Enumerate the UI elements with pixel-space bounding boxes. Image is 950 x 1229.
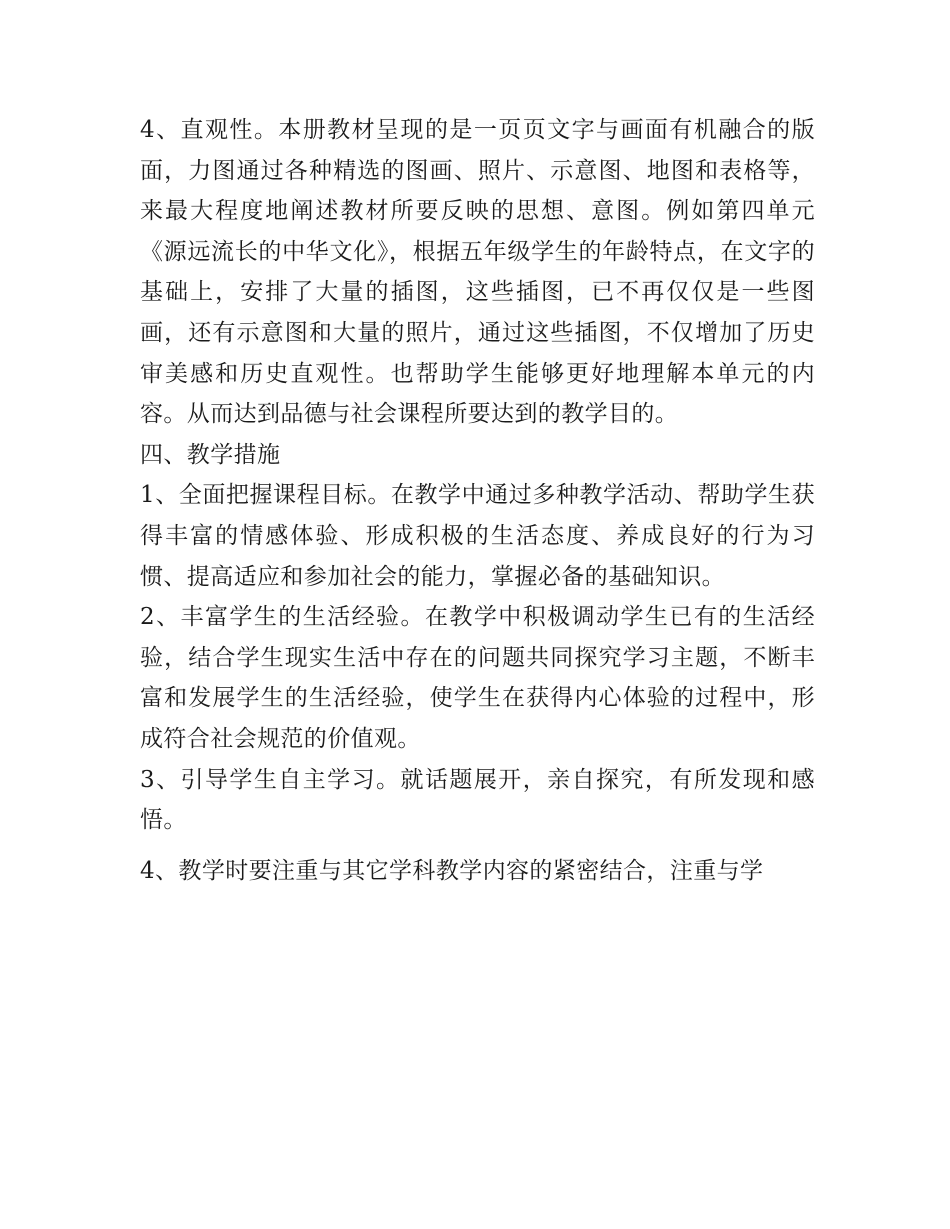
section-heading-teaching-measures: 四、教学措施 <box>140 441 281 468</box>
document-page <box>140 110 815 891</box>
paragraph-measure-3: 3、引导学生自主学习。就话题展开，亲自探究，有所发现和感悟。 <box>140 766 815 834</box>
paragraph-measure-2: 2、丰富学生的生活经验。在教学中积极调动学生已有的生活经验，结合学生现实生活中存在的问题共同探究学习主题，不断丰富和发展学生的生活经验，使学生在获得内心体验的过程中，形成符合社会规范的价值观。 <box>140 604 815 752</box>
paragraph-intuitiveness: 4、直观性。本册教材呈现的是一页页文字与画面有机融合的版面，力图通过各种精选的图画、照片、示意图、地图和表格等，来最大程度地阐述教材所要反映的思想、意图。例如第四单元《源远流长的中华文化》，根据五年级学生的年龄特点，在文字的基础上，安排了大量的插图，这些插图，已不再仅仅是一些图画，还有示意图和大量的照片，通过这些插图，不仅增加了历史审美感和历史直观性。也帮助学生能够更好地理解本单元的内容。从而达到品德与社会课程所要达到的教学目的。 <box>140 117 815 428</box>
paragraph-measure-4: 4、教学时要注重与其它学科教学内容的紧密结合，注重与学 <box>140 857 764 884</box>
paragraph-measure-1: 1、全面把握课程目标。在教学中通过多种教学活动、帮助学生获得丰富的情感体验、形成积极的生活态度、养成良好的行为习惯、提高适应和参加社会的能力，掌握必备的基础知识。 <box>140 482 815 590</box>
